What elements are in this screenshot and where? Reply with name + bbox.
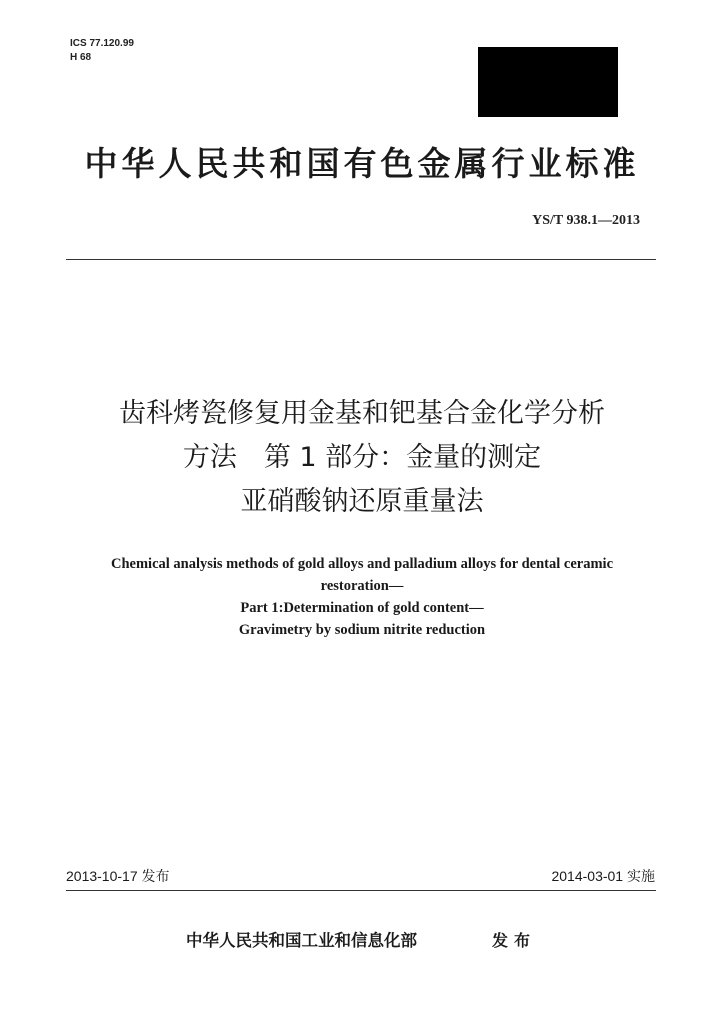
standard-number: YS/T 938.1—2013 — [532, 213, 640, 228]
issue-date: 2013-10-17 发布 — [66, 868, 170, 884]
issued-label: 发布 — [492, 931, 537, 950]
english-title-line-1: Chemical analysis methods of gold alloys and palladium alloys for dental ceramic — [110, 556, 614, 572]
redaction-block — [478, 47, 618, 117]
chinese-title — [0, 392, 724, 524]
bottom-divider — [66, 890, 656, 891]
classification-codes — [70, 37, 134, 65]
english-title — [0, 553, 724, 641]
chinese-title-line-2: 方法 第 1 部分：金量的测定 — [182, 442, 542, 473]
chinese-title-line-3: 亚硝酸钠还原重量法 — [240, 486, 484, 517]
issuing-authority: 中华人民共和国工业和信息化部 — [186, 931, 417, 950]
ics-code: ICS 77.120.99 — [70, 38, 134, 49]
standard-category-title: 中华人民共和国有色金属行业标准 — [84, 144, 640, 183]
chinese-title-line-1: 齿科烤瓷修复用金基和钯基合金化学分析 — [119, 398, 605, 429]
ccs-code: H 68 — [70, 52, 92, 63]
english-title-line-2: restoration— — [320, 578, 404, 594]
english-title-line-4: Gravimetry by sodium nitrite reduction — [238, 622, 486, 638]
implementation-date: 2014-03-01 实施 — [551, 868, 655, 884]
english-title-line-3: Part 1:Determination of gold content— — [240, 600, 484, 616]
top-divider — [66, 259, 656, 260]
